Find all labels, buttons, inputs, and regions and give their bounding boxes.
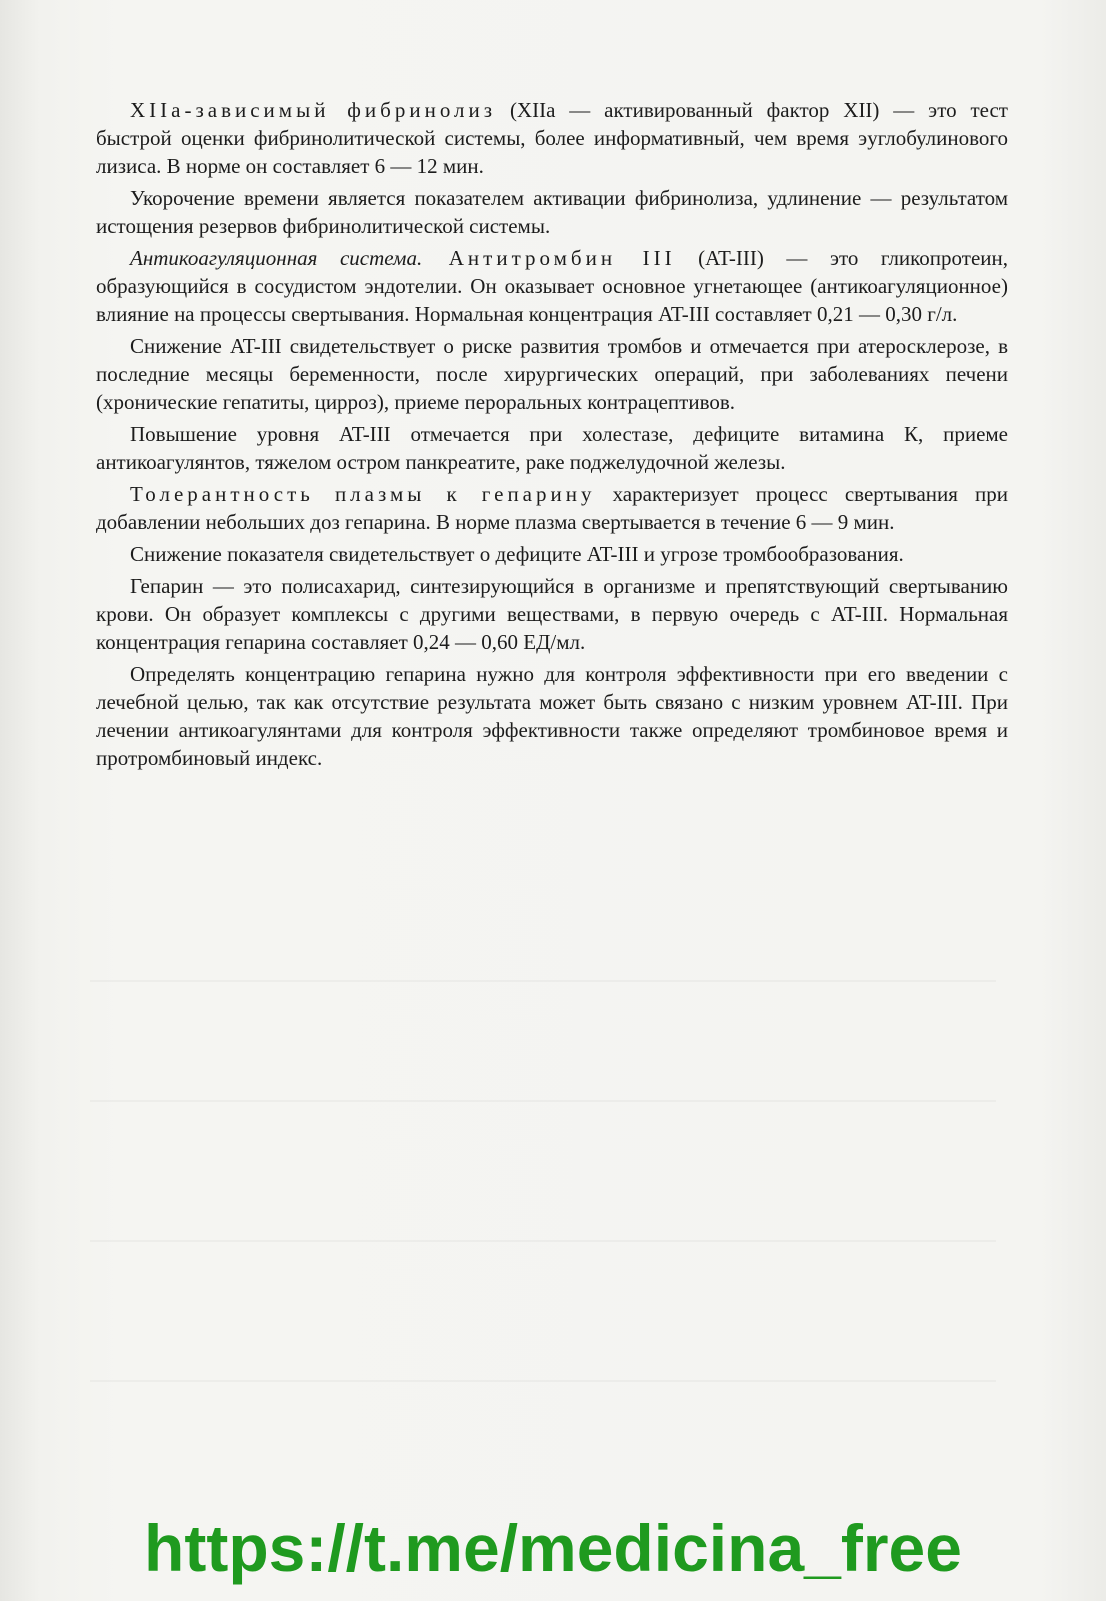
section-heading-anticoagulation: Антикоагуляционная система. (130, 246, 423, 270)
paragraph-text: (AT-III) — это гликопротеин, образующийся в сосудистом эндотелии. Он оказывает основное угнетающее (антикоагуляционное) влияние на процессы свертывания. Нормальная концентрация AT-III составляет 0,21 — 0,30 г/л. (96, 246, 1008, 326)
telegram-link-watermark[interactable]: https://t.me/medicina_free (144, 1511, 962, 1585)
paragraph-text: Определять концентрацию гепарина нужно для контроля эффективности при его введении с лечебной целью, так как отсутствие результата может быть связано с низким уровнем AT-III. При лечении антикоагулянтами для контроля эффективности также определяют тромбиновое время и протромбиновый индекс. (96, 662, 1008, 770)
paragraph-antithrombin (96, 244, 1008, 328)
paragraph-text: Снижение AT-III свидетельствует о риске развития тромбов и отмечается при атеросклерозе, в последние месяцы беременности, после хирургических операций, при заболеваниях печени (хронические гепатиты, цирроз), приеме пероральных контрацептивов. (96, 334, 1008, 414)
term-xiia-fibrinolysis: XIIа-зависимый фибринолиз (130, 98, 497, 122)
body-text (96, 96, 1008, 776)
paragraph-heparin-tolerance (96, 480, 1008, 536)
paragraph-indicator-decrease (96, 540, 1008, 568)
paragraph-xiia-fibrinolysis (96, 96, 1008, 180)
paragraph-at3-decrease (96, 332, 1008, 416)
paragraph-text: Укорочение времени является показателем активации фибринолиза, удлинение — результатом истощения резервов фибринолитической системы. (96, 186, 1008, 238)
paragraph-heparin (96, 572, 1008, 656)
term-heparin-tolerance: Толерантность плазмы к гепарину (130, 482, 596, 506)
bleed-through-line (90, 1380, 996, 1382)
bleed-through-line (90, 980, 996, 982)
paragraph-text: Гепарин — это полисахарид, синтезирующийся в организме и препятствующий свертыванию крови. Он образует комплексы с другими веществами, в первую очередь с AT-III. Нормальная концентрация гепарина составляет 0,24 — 0,60 ЕД/мл. (96, 574, 1008, 654)
bleed-through-line (90, 1240, 996, 1242)
paragraph-heparin-concentration (96, 660, 1008, 772)
paragraph-text: Снижение показателя свидетельствует о дефиците AT-III и угрозе тромбообразования. (130, 542, 904, 566)
paragraph-at3-increase (96, 420, 1008, 476)
paragraph-text: (XIIa — активированный фактор XII) — это тест быстрой оценки фибринолитической системы, более информативный, чем время эуглобулинового лизиса. В норме он составляет 6 — 12 мин. (96, 98, 1008, 178)
paragraph-fibrinolysis-time (96, 184, 1008, 240)
bleed-through-line (90, 1100, 996, 1102)
paragraph-text: Повышение уровня AT-III отмечается при холестазе, дефиците витамина К, приеме антикоагулянтов, тяжелом остром панкреатите, раке поджелудочной железы. (96, 422, 1008, 474)
paragraph-text: характеризует процесс свертывания при добавлении небольших доз гепарина. В норме плазма свертывается в течение 6 — 9 мин. (96, 482, 1008, 534)
term-antithrombin: Антитромбин III (422, 246, 676, 270)
